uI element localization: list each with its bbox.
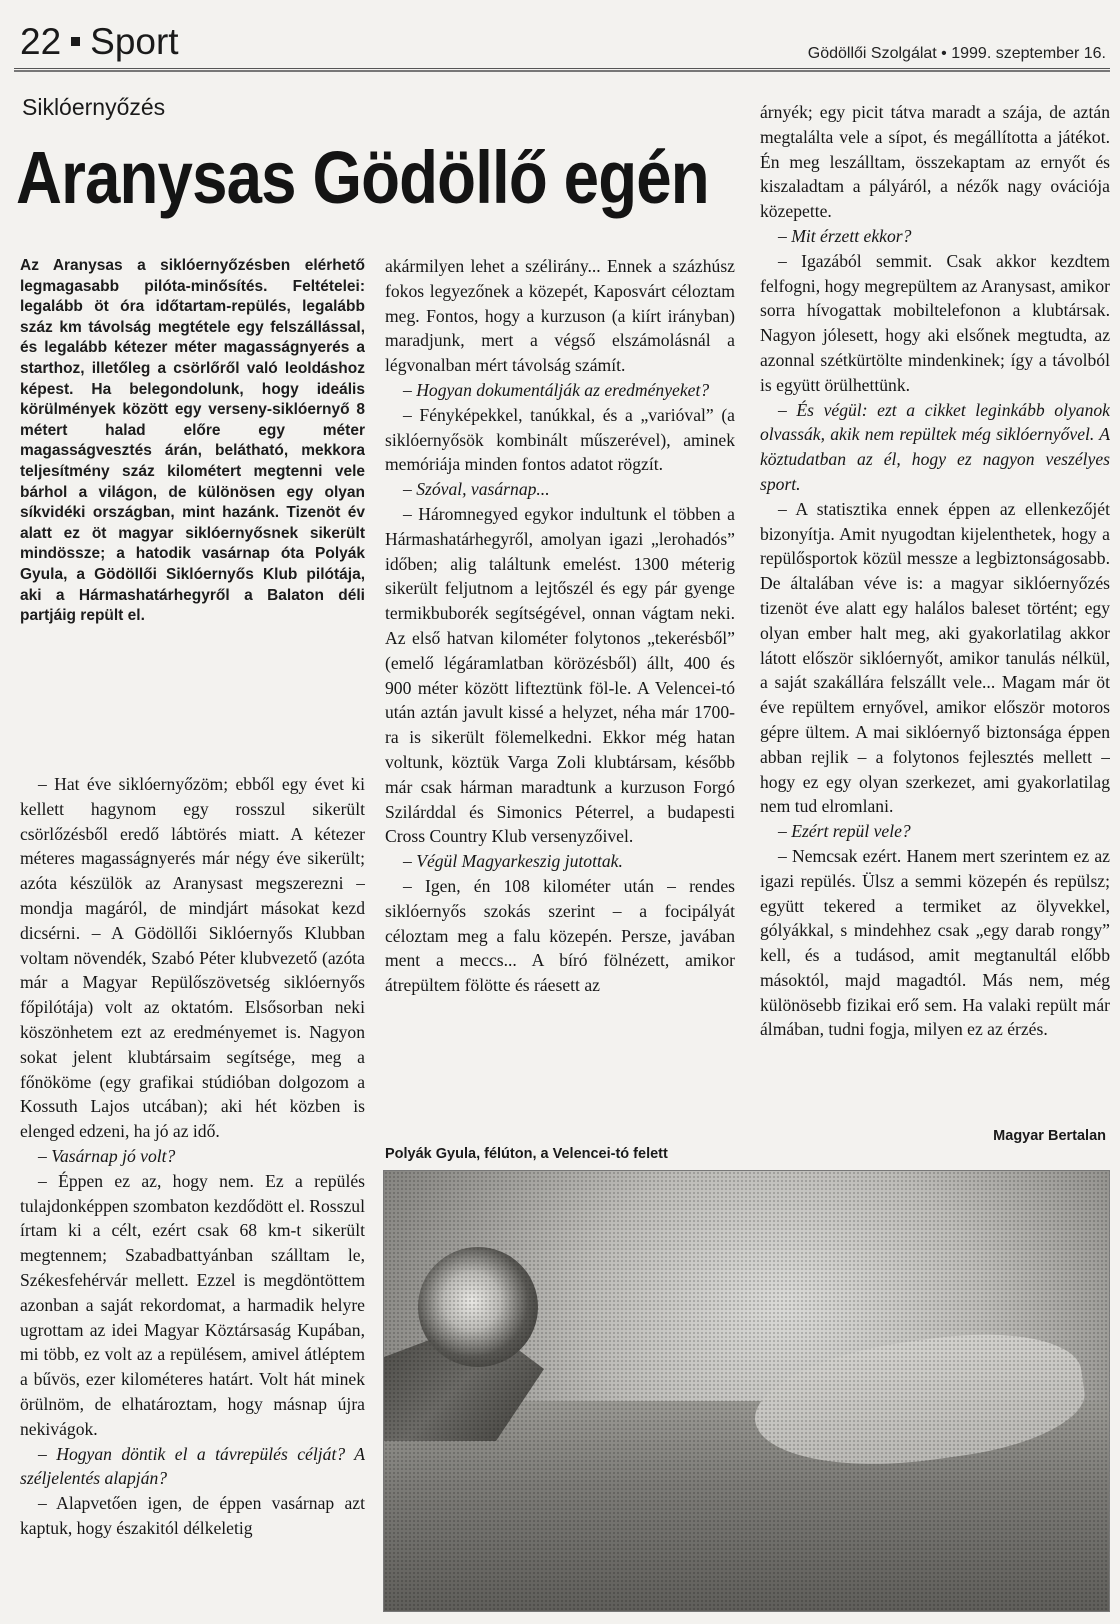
paragraph: – Alapvetően igen, de éppen vasárnap azt kaptuk, hogy északitól délkeletig — [20, 1493, 365, 1538]
photo-caption: Polyák Gyula, félúton, a Velencei-tó felett — [385, 1146, 668, 1162]
paragraph: – Hat éve siklóernyőzöm; ebből egy évet ki kellett hagynom egy rosszul sikerült csörlőzésből eredő lábtörés miatt. A kétezer méteres magasságnyerés már négy éve sikerült; azóta készülök az Aranysast megszerezni – mondja magáról, de mindjárt másokat kezd dicsérni. – A Gödöllői Siklóernyős Klubban voltam növendék, Szabó Péter klubvezető (azóta már a Magyar Repülőszövetség siklóernyős főpilótája) volt az oktatóm. Elsősorban neki köszönhetem ezt az eredményemet is. Nagyon sokat jelent klubtársaim segítsége, meg a főnököme (egy grafikai stúdióban dolgozom a Kossuth Lajos utcában); aki hét közben is elenged edzeni, ha jó az idő. — [20, 774, 365, 1142]
publication-info: Gödöllői Szolgálat • 1999. szeptember 16. — [807, 45, 1106, 62]
article-column-1 — [20, 772, 365, 1610]
article-column-2 — [385, 254, 735, 1120]
paragraph: – Fényképekkel, tanúkkal, és a „varióval” (a siklóernyősök kombinált műszerével), aminek memóriája minden fontos adatot rögzít. — [385, 404, 735, 475]
paragraph: – Igen, én 108 kilométer után – rendes siklóernyős szokás szerint – a focipályát céloztam meg a falu közepén. Persze, javában ment a meccs... A bíró fölnézett, amikor átrepültem fölötte és ráesett az — [385, 875, 735, 996]
question: – Végül Magyarkeszig jutottak. — [403, 851, 623, 872]
section-name: Sport — [90, 21, 179, 62]
paraglider-photo — [383, 1170, 1110, 1612]
question: – Ezért repül vele? — [778, 821, 911, 842]
article-column-3 — [760, 100, 1110, 1112]
paragraph: árnyék; egy picit tátva maradt a szája, de aztán megtalálta vele a sípot, és megállította a játékot. Én meg leszálltam, összekaptam az ernyőt és kiszaladtam a pályáról, a nézők nagy ovációja közepette. — [760, 102, 1110, 222]
page-number: 22 — [20, 21, 62, 62]
photo-halftone — [384, 1171, 1109, 1611]
question: – Vasárnap jó volt? — [38, 1145, 176, 1166]
article-byline: Magyar Bertalan — [993, 1128, 1106, 1144]
question: – Mit érzett ekkor? — [778, 225, 912, 246]
question: – Hogyan dokumentálják az eredményeket? — [403, 379, 710, 400]
question: – És végül: ezt a cikket leginkább olyanok olvassák, akik nem repültek még siklóernyővel. A köztudatban az él, hogy ez nagyon veszélyes sport. — [760, 399, 1110, 494]
paragraph: – Igazából semmit. Csak akkor kezdtem felfogni, hogy megrepültem az Aranysast, amikor sorra hívogattak mobiltelefonon a klubtársak. Nagyon jólesett, hogy aki elsőnek megtudta, az azonnal szétkürtölte mindenkinek; így a távolból is együtt örülhettünk. — [760, 250, 1110, 395]
paragraph: – Háromnegyed egykor indultunk el többen a Hármashatárhegyről, amolyan igazi „lerohadós” időben; alig találtunk emelést. 1300 méterig sikerült feljutnom a lejtőszél és egy pár gyenge termikbuborék segítségével, onnan vágtam neki. Az első hatvan kilométer folytonos „tekerésből” (emelő légáramlatban körözésből) állt, 400 és 900 méter között lifteztünk föl-le. A Velencei-tó után aztán javult kissé a helyzet, néha már 1700-ra is sikerült fölemelkedni. Ekkor még hatan voltunk, köztük Varga Zoli klubtársam, később már csak hárman maradtunk a kurzuson Forgó Szilárddal és Simonics Péterrel, a budapesti Cross Country Klub versenyzőivel. — [385, 503, 735, 847]
paragraph: – Éppen ez az, hogy nem. Ez a repülés tulajdonképpen szombaton kezdődött el. Rosszul írtam ki a célt, ezért csak 68 km-t sikerült megtennem; Szabadbattyánban szálltam le, Székesfehérvár mellett. Ezzel is megdöntöttem azonban a saját rekordomat, a harmadik helyre ugrottam az idei Magyar Köztársaság Kupában, mi több, ez volt az a repülésem, amivel átléptem a bűvös, ezer kilométeres határt. Volt hát minek örülnöm, de elhatároztam, hogy másnap újra nekivágok. — [20, 1170, 365, 1439]
paragraph: akármilyen lehet a szélirány... Ennek a százhúsz fokos legyezőnek a közepét, Kaposvárt céloztam meg. Fontos, hogy a kurzuson (a kiírt irányban) maradjunk, mert a végső elszámolásnál a légvonalban mért távolság számít. — [385, 256, 735, 376]
paragraph: – Nemcsak ezért. Hanem mert szerintem ez az igazi repülés. Ülsz a semmi közepén és repülsz; együtt tekered a termiket az ölyvekkel, gólyákkal, s mindehhez csak „egy darab rongy” kell, és a tudásod, amit megtanultál előbb másoktól, majd magadtól. Más nem, még különösebb fizikai erő sem. Ha valaki repült már álmában, tudni fogja, milyen ez az érzés. — [760, 845, 1110, 1040]
question: – Hogyan döntik el a távrepülés célját? A széljelentés alapján? — [20, 1443, 365, 1489]
article-lead: Az Aranysas a siklóernyőzésben elérhető legmagasabb pilóta-minősítés. Feltételei: legalább öt óra időtartam-repülés, legalább száz km távolság megtétele egy felszállással, és legalább kétezer méter magasságnyerés a starthoz, illetőleg a csörlőről való leoldáshoz képest. Ha belegondolunk, hogy ideális körülmények között egy verseny-siklóernyő 8 métert halad előre egy méter magasságvesztés árán, belátható, mekkora teljesítmény száz kilométert megtenni vele bárhol a világon, de különösen egy olyan síkvidéki országban, mint hazánk. Tizenöt év alatt ez öt magyar siklóernyősnek sikerült mindössze; a hatodik vasárnap óta Polyák Gyula, a Gödöllői Siklóernyős Klub pilótája, aki a Hármashatárhegyről a Balaton déli partjáig repült el. — [20, 257, 365, 625]
square-bullet-icon — [71, 37, 80, 46]
page-header-left — [20, 20, 179, 64]
question: – Szóval, vasárnap... — [403, 479, 550, 500]
paragraph: – A statisztika ennek éppen az ellenkezőjét bizonyítja. Amit nyugodtan kijelenthetek, hogy a repülősportok közül messze a legbiztonságosabb. De általában véve is: a magyar siklóernyőzés tizenöt éve alatt egy halálos baleset történt; egy olyan ember halt meg, aki gyakorlatilag akkor látott először siklóernyőt, amikor tanulás nélkül, a saját szakállára felszállt vele... Magam már öt éve repültem ernyővel, amikor először motoros gépre ültem. A mai siklóernyő biztonsága éppen abban rejlik – a folytonos fejlesztés mellett – hogy ez egy olyan szerkezet, ami gyakorlatilag nem tud elromlani. — [760, 498, 1110, 817]
header-rule — [14, 68, 1110, 72]
article-kicker: Siklóernyőzés — [22, 94, 166, 120]
article-headline: Aranysas Gödöllő egén — [16, 136, 709, 219]
